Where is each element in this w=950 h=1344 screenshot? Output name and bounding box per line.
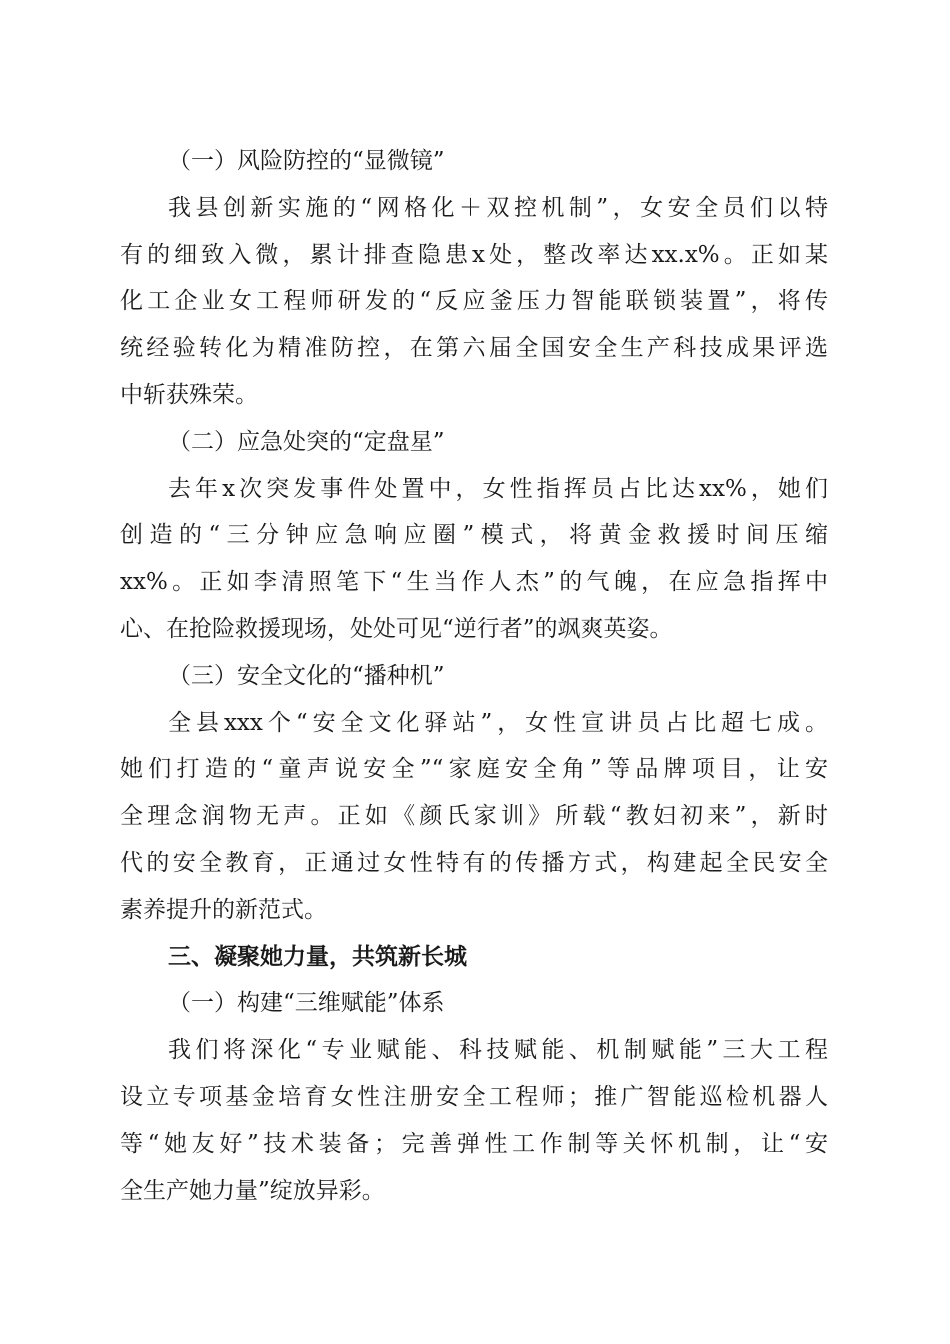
paragraph-line: 去年x次突发事件处置中，女性指挥员占比达xx%，她们: [168, 475, 828, 502]
paragraph-line: 等“她友好”技术装备；完善弹性工作制等关怀机制，让“安: [120, 1130, 828, 1157]
subsection-heading: （一）构建“三维赋能”体系: [168, 990, 445, 1017]
paragraph-line: 中斩获殊荣。: [120, 381, 258, 408]
paragraph-line: 全理念润物无声。正如《颜氏家训》所载“教妇初来”，新时: [120, 803, 828, 830]
chapter-heading: 三、凝聚她力量，共筑新长城: [168, 943, 467, 970]
paragraph-line: xx%。正如李清照笔下“生当作人杰”的气魄，在应急指挥中: [120, 569, 828, 596]
section-heading-safety-culture: （三）安全文化的“播种机”: [168, 662, 445, 689]
section-heading-risk-control: （一）风险防控的“显微镜”: [168, 148, 445, 174]
paragraph-line: 有的细致入微，累计排查隐患x处，整改率达xx.x%。正如某: [120, 241, 828, 268]
paragraph-line: 她们打造的“童声说安全”“家庭安全角”等品牌项目，让安: [120, 756, 828, 783]
paragraph-line: 设立专项基金培育女性注册安全工程师；推广智能巡检机器人: [120, 1083, 828, 1110]
paragraph-line: 我县创新实施的“网格化＋双控机制”，女安全员们以特: [168, 194, 828, 221]
paragraph-line: 代的安全教育，正通过女性特有的传播方式，构建起全民安全: [120, 849, 828, 876]
paragraph-line: 素养提升的新范式。: [120, 896, 327, 923]
section-heading-emergency: （二）应急处突的“定盘星”: [168, 428, 445, 455]
paragraph-line: 创造的“三分钟应急响应圈”模式，将黄金救援时间压缩: [120, 522, 828, 549]
paragraph-line: 全县xxx个“安全文化驿站”，女性宣讲员占比超七成。: [168, 709, 828, 736]
paragraph-line: 化工企业女工程师研发的“反应釜压力智能联锁装置”，将传: [120, 288, 828, 315]
paragraph-line: 统经验转化为精准防控，在第六届全国安全生产科技成果评选: [120, 335, 828, 362]
paragraph-line: 心、在抢险救援现场，处处可见“逆行者”的飒爽英姿。: [120, 615, 673, 642]
paragraph-line: 我们将深化“专业赋能、科技赋能、机制赋能”三大工程: [168, 1037, 828, 1064]
paragraph-line: 全生产她力量”绽放异彩。: [120, 1177, 385, 1204]
document-page: [120, 138, 828, 1214]
